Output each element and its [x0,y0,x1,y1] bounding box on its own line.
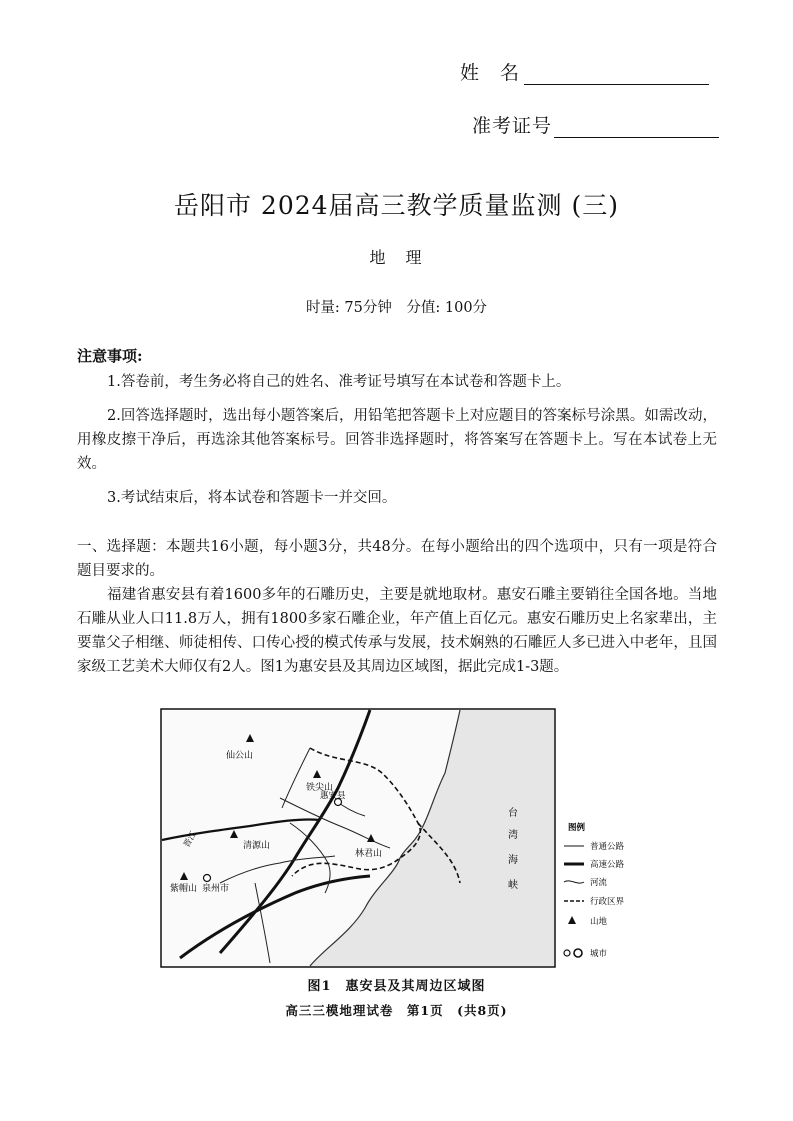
strait-label: 峡 [508,880,518,891]
name-line [524,62,709,85]
legend-item: 行政区界 [590,897,625,907]
exam-id-line [554,115,719,138]
time-info: 时量: 75分钟 分值: 100分 [305,300,488,316]
figure-caption: 图1 惠安县及其周边区域图 [307,979,486,994]
legend-svg [560,820,650,970]
legend-item: 山地 [590,917,608,927]
legend-item: 普通公路 [590,842,625,852]
page-footer: 高三三模地理试卷 第1页 (共8页) [285,1003,508,1018]
exam-id-field [472,111,719,138]
subject-name: 地 理 [369,248,424,267]
legend-city-swatch [574,949,582,957]
legend-item: 高速公路 [590,860,625,870]
exam-id-label: 准考证号 [472,115,553,137]
map-label: 仙公山 [226,751,254,761]
map-svg [160,708,556,968]
question-passage: 福建省惠安县有着1600多年的石雕历史，主要是就地取材。惠安石雕主要销往全国各地。当地石雕从业人口11.8万人，拥有1800多家石雕企业，年产值上百亿元。惠安石雕历史上名家辈出，主要靠父子相继、师徒相传、口传心授的模式传承与发展，技术娴熟的石雕匠人多已进入中老年，且国家级工艺美术大师仅有2人。图1为惠安县及其周边区域图，据此完成1-3题。 [77,587,717,675]
legend-river-swatch [564,881,584,883]
legend-city-swatch [564,950,570,956]
map-label: 清源山 [243,841,271,851]
map-label: 晋江 [181,829,200,850]
map-label: 紫帽山 [170,884,198,894]
legend-mountain-swatch [568,916,576,924]
legend-item: 河流 [590,878,608,888]
region-map [160,708,556,968]
map-label: 铁尖山 [306,783,334,793]
name-field [460,58,709,85]
notice-item: 3.考试结束后，将本试卷和答题卡一并交回。 [107,490,397,506]
notice-item: 2.回答选择题时，选出每小题答案后，用铅笔把答题卡上对应题目的答案标号涂黑。如需改动，用橡皮擦干净后，再选涂其他答案标号。回答非选择题时，将答案写在答题卡上。写在本试卷上无效。 [77,408,717,472]
notice-heading: 注意事项: [77,347,143,365]
strait-label: 湾 [508,830,518,841]
legend-title: 图例 [568,823,586,833]
legend-item: 城市 [590,949,608,959]
strait-label: 海 [508,855,518,866]
map-label: 林君山 [355,849,383,859]
map-label: 泉州市 [202,884,230,894]
map-label: 惠安县 [320,791,346,801]
section-heading: 一、选择题：本题共16小题，每小题3分，共48分。在每小题给出的四个选项中，只有一项是符合题目要求的。 [77,539,717,579]
name-label: 姓 名 [460,62,521,84]
map-legend [560,820,650,970]
exam-title: 岳阳市 2024届高三教学质量监测 (三) [173,191,620,220]
strait-label: 台 [508,808,518,819]
city-icon [204,875,211,882]
notice-item: 1.答卷前，考生务必将自己的姓名、准考证号填写在本试卷和答题卡上。 [107,374,571,390]
